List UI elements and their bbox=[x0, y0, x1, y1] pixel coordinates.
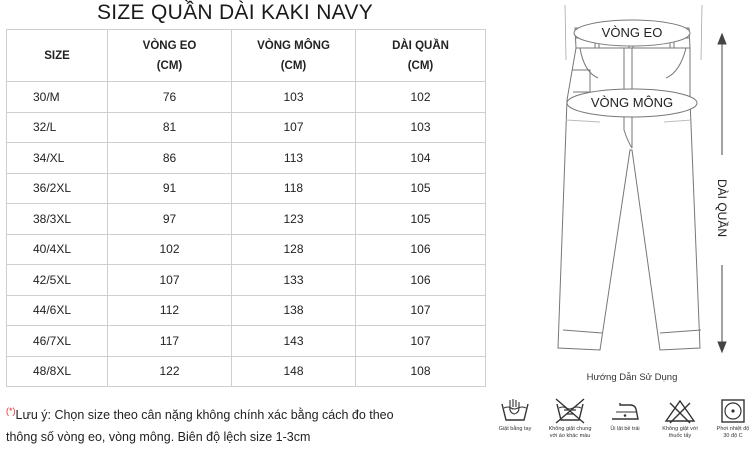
table-row bbox=[7, 143, 486, 174]
hip-cell: 143 bbox=[232, 326, 356, 357]
length-cell: 108 bbox=[356, 356, 486, 387]
iron-icon bbox=[608, 398, 642, 424]
hip-cell: 107 bbox=[232, 112, 356, 143]
care-item-iron: Ủi lật bề trái bbox=[600, 398, 650, 433]
hip-cell: 123 bbox=[232, 204, 356, 235]
size-cell: 40/4XL bbox=[7, 234, 108, 265]
hip-cell: 128 bbox=[232, 234, 356, 265]
table-row bbox=[7, 356, 486, 387]
table-header-row bbox=[7, 30, 486, 82]
waist-cell: 122 bbox=[108, 356, 232, 387]
length-cell: 106 bbox=[356, 265, 486, 296]
waist-cell: 91 bbox=[108, 173, 232, 204]
length-cell: 106 bbox=[356, 234, 486, 265]
size-cell: 32/L bbox=[7, 112, 108, 143]
hip-cell: 103 bbox=[232, 82, 356, 113]
size-note bbox=[6, 404, 486, 448]
care-item-no-mix-wash: Không giặt chung với áo khác màu bbox=[545, 398, 595, 439]
note-line-1: Lưu ý: Chọn size theo cân nặng không chính xác bằng cách đo theo bbox=[15, 408, 394, 422]
dry-icon bbox=[716, 398, 750, 424]
note-marker: (*) bbox=[6, 406, 16, 416]
length-cell: 104 bbox=[356, 143, 486, 174]
length-cell: 107 bbox=[356, 295, 486, 326]
hip-cell: 118 bbox=[232, 173, 356, 204]
length-cell: 102 bbox=[356, 82, 486, 113]
length-cell: 107 bbox=[356, 326, 486, 357]
usage-guide-title: Hướng Dẫn Sử Dụng bbox=[586, 372, 678, 383]
table-row bbox=[7, 204, 486, 235]
waist-cell: 86 bbox=[108, 143, 232, 174]
table-row bbox=[7, 265, 486, 296]
table-row bbox=[7, 173, 486, 204]
no-mix-wash-icon bbox=[553, 398, 587, 424]
size-cell: 38/3XL bbox=[7, 204, 108, 235]
table-row bbox=[7, 295, 486, 326]
note-line-2: thông số vòng eo, vòng mông. Biên độ lệch size 1-3cm bbox=[6, 430, 311, 444]
no-bleach-icon bbox=[663, 398, 697, 424]
waist-cell: 107 bbox=[108, 265, 232, 296]
hip-cell: 113 bbox=[232, 143, 356, 174]
waist-label: VÒNG EO bbox=[601, 25, 663, 40]
header-waist: VÒNG EO (CM) bbox=[108, 30, 232, 82]
care-item-dry: Phơi nhiệt độ 30 độ C bbox=[708, 398, 754, 439]
waist-cell: 81 bbox=[108, 112, 232, 143]
table-row bbox=[7, 112, 486, 143]
header-length: DÀI QUẦN (CM) bbox=[356, 30, 486, 82]
table-row bbox=[7, 234, 486, 265]
size-cell: 30/M bbox=[7, 82, 108, 113]
waist-cell: 102 bbox=[108, 234, 232, 265]
waist-cell: 97 bbox=[108, 204, 232, 235]
length-label: DÀI QUẦN bbox=[715, 178, 729, 237]
size-cell: 44/6XL bbox=[7, 295, 108, 326]
length-cell: 105 bbox=[356, 204, 486, 235]
hip-label: VÒNG MÔNG bbox=[590, 95, 674, 110]
size-cell: 42/5XL bbox=[7, 265, 108, 296]
size-cell: 48/8XL bbox=[7, 356, 108, 387]
waist-cell: 76 bbox=[108, 82, 232, 113]
waist-cell: 117 bbox=[108, 326, 232, 357]
page-title: SIZE QUẦN DÀI KAKI NAVY bbox=[96, 1, 374, 24]
care-item-no-bleach: Không giặt với thuốc tẩy bbox=[655, 398, 705, 439]
length-cell: 105 bbox=[356, 173, 486, 204]
header-size: SIZE bbox=[7, 30, 108, 82]
care-item-hand-wash: Giặt bằng tay bbox=[490, 398, 540, 433]
size-cell: 46/7XL bbox=[7, 326, 108, 357]
length-cell: 103 bbox=[356, 112, 486, 143]
header-hip: VÒNG MÔNG (CM) bbox=[232, 30, 356, 82]
hand-wash-icon bbox=[498, 398, 532, 424]
table-row bbox=[7, 82, 486, 113]
size-table bbox=[6, 29, 486, 387]
size-cell: 34/XL bbox=[7, 143, 108, 174]
hip-cell: 138 bbox=[232, 295, 356, 326]
hip-cell: 148 bbox=[232, 356, 356, 387]
table-row bbox=[7, 326, 486, 357]
size-cell: 36/2XL bbox=[7, 173, 108, 204]
hip-cell: 133 bbox=[232, 265, 356, 296]
waist-cell: 112 bbox=[108, 295, 232, 326]
